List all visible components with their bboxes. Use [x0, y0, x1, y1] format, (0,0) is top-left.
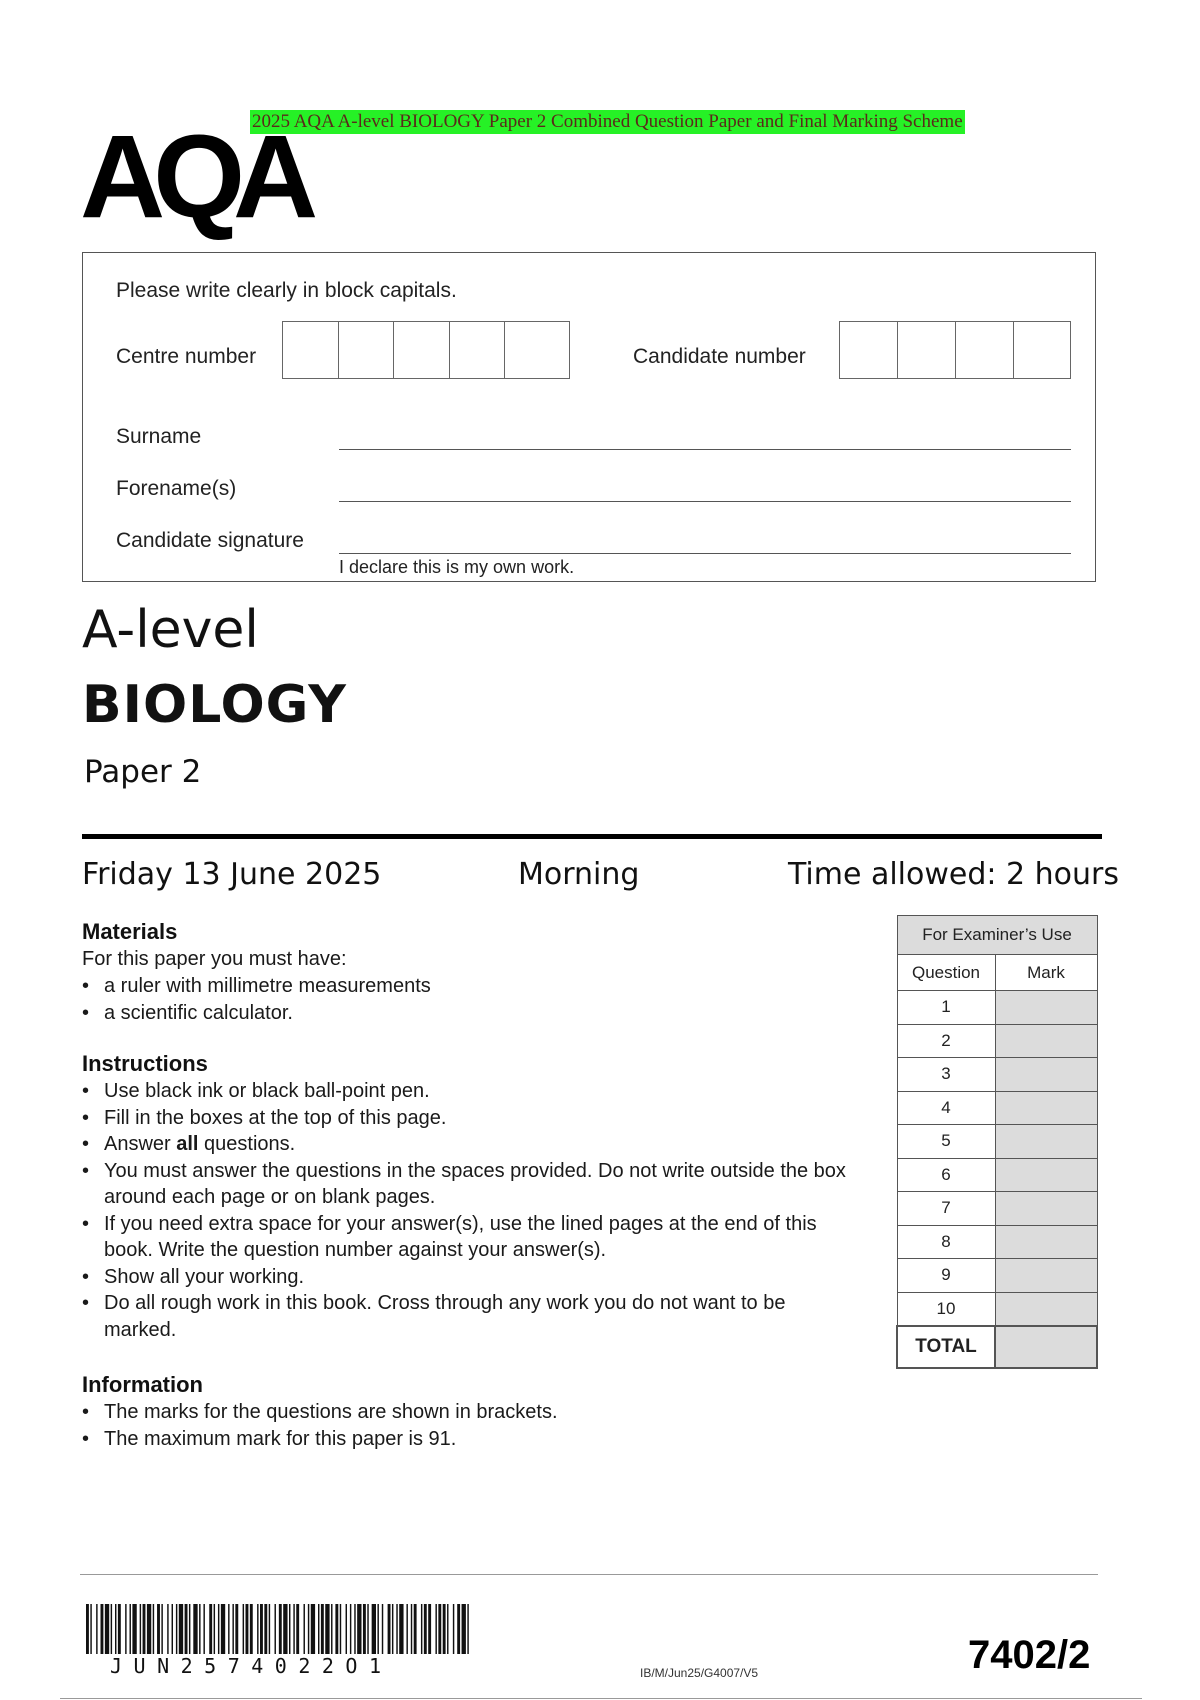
instructions-section	[82, 1050, 862, 1343]
examiner-use-table	[896, 915, 1098, 1369]
materials-list	[82, 973, 882, 1026]
candidate-number-label: Candidate number	[633, 345, 806, 368]
surname-label: Surname	[116, 425, 202, 448]
question-number: 4	[897, 1091, 995, 1125]
total-label: TOTAL	[897, 1326, 995, 1368]
question-number: 5	[897, 1125, 995, 1159]
time-allowed: Time allowed: 2 hours	[788, 857, 1120, 892]
mark-cell[interactable]	[995, 1225, 1097, 1259]
question-row	[897, 1259, 1097, 1293]
materials-section	[82, 918, 882, 1026]
instructions-heading: Instructions	[82, 1051, 208, 1076]
block-capitals-instruction: Please write clearly in block capitals.	[116, 279, 457, 302]
document-reference: IB/M/Jun25/G4007/V5	[640, 1666, 759, 1680]
paper-title: Paper 2	[84, 754, 202, 790]
information-heading: Information	[82, 1372, 203, 1397]
signature-field[interactable]	[339, 553, 1071, 554]
centre-number-boxes[interactable]	[282, 321, 570, 379]
mark-cell[interactable]	[995, 1058, 1097, 1092]
candidate-digit-box[interactable]	[956, 322, 1014, 378]
surname-field[interactable]	[339, 449, 1071, 450]
instruction-item: • Use black ink or black ball-point pen.	[82, 1078, 862, 1105]
signature-label: Candidate signature	[116, 529, 304, 552]
total-mark-cell[interactable]	[995, 1326, 1097, 1368]
question-rows	[897, 991, 1097, 1327]
materials-heading: Materials	[82, 919, 178, 944]
information-list	[82, 1399, 862, 1452]
page-bottom-rule	[60, 1698, 1142, 1699]
barcode-number: JUN2574022O1	[110, 1654, 393, 1678]
instruction-item: • Fill in the boxes at the top of this page.	[82, 1105, 862, 1132]
barcode	[86, 1604, 471, 1654]
exam-session: Morning	[518, 857, 640, 892]
aqa-logo: AQA	[80, 111, 307, 243]
question-number: 10	[897, 1292, 995, 1326]
question-row	[897, 1292, 1097, 1326]
centre-number-label: Centre number	[116, 345, 257, 368]
qualification-title: A-level	[82, 600, 259, 660]
question-number: 2	[897, 1024, 995, 1058]
information-item: • The maximum mark for this paper is 91.	[82, 1426, 862, 1453]
question-column-header: Question	[897, 955, 995, 991]
mark-cell[interactable]	[995, 991, 1097, 1025]
question-number: 6	[897, 1158, 995, 1192]
centre-digit-box[interactable]	[394, 322, 450, 378]
header-divider	[82, 834, 1102, 839]
question-number: 3	[897, 1058, 995, 1092]
instruction-item: • Answer all questions.	[82, 1131, 862, 1158]
forename-label: Forename(s)	[116, 477, 237, 500]
instruction-item: • Show all your working.	[82, 1264, 862, 1291]
declaration-text: I declare this is my own work.	[339, 557, 575, 577]
information-item: • The marks for the questions are shown in brackets.	[82, 1399, 862, 1426]
candidate-number-boxes[interactable]	[839, 321, 1071, 379]
question-row	[897, 1158, 1097, 1192]
question-row	[897, 1058, 1097, 1092]
instruction-item: • Do all rough work in this book. Cross through any work you do not want to be marked.	[82, 1290, 862, 1343]
instruction-item: • If you need extra space for your answer(s), use the lined pages at the end of this book. Write the question number against your answer(s).	[82, 1211, 862, 1264]
materials-item: • a scientific calculator.	[82, 1000, 882, 1027]
mark-cell[interactable]	[995, 1259, 1097, 1293]
document-title-banner: 2025 AQA A-level BIOLOGY Paper 2 Combined Question Paper and Final Marking Scheme	[252, 111, 963, 132]
question-row	[897, 1225, 1097, 1259]
footer-divider	[80, 1574, 1098, 1575]
question-row	[897, 1125, 1097, 1159]
candidate-digit-box[interactable]	[1014, 322, 1070, 378]
information-section	[82, 1371, 862, 1452]
materials-item: • a ruler with millimetre measurements	[82, 973, 882, 1000]
mark-cell[interactable]	[995, 1192, 1097, 1226]
forename-field[interactable]	[339, 501, 1071, 502]
centre-digit-box[interactable]	[450, 322, 506, 378]
instructions-list	[82, 1078, 862, 1343]
question-row	[897, 1091, 1097, 1125]
examiner-table-title: For Examiner’s Use	[897, 916, 1097, 955]
centre-digit-box[interactable]	[505, 322, 569, 378]
candidate-digit-box[interactable]	[898, 322, 956, 378]
mark-column-header: Mark	[995, 955, 1097, 991]
mark-cell[interactable]	[995, 1024, 1097, 1058]
candidate-digit-box[interactable]	[840, 322, 898, 378]
mark-cell[interactable]	[995, 1292, 1097, 1326]
question-row	[897, 1192, 1097, 1226]
question-number: 7	[897, 1192, 995, 1226]
emphasis-all: all	[176, 1133, 199, 1155]
centre-digit-box[interactable]	[283, 322, 339, 378]
question-number: 8	[897, 1225, 995, 1259]
question-row	[897, 991, 1097, 1025]
subject-title: BIOLOGY	[82, 675, 347, 735]
centre-digit-box[interactable]	[339, 322, 395, 378]
mark-cell[interactable]	[995, 1091, 1097, 1125]
materials-intro: For this paper you must have:	[82, 948, 347, 970]
question-row	[897, 1024, 1097, 1058]
mark-cell[interactable]	[995, 1158, 1097, 1192]
question-number: 9	[897, 1259, 995, 1293]
candidate-details-box	[82, 252, 1096, 582]
paper-code: 7402/2	[968, 1633, 1091, 1677]
question-number: 1	[897, 991, 995, 1025]
mark-cell[interactable]	[995, 1125, 1097, 1159]
exam-date: Friday 13 June 2025	[82, 857, 382, 892]
instruction-item: • You must answer the questions in the spaces provided. Do not write outside the box around each page or on blank pages.	[82, 1158, 862, 1211]
